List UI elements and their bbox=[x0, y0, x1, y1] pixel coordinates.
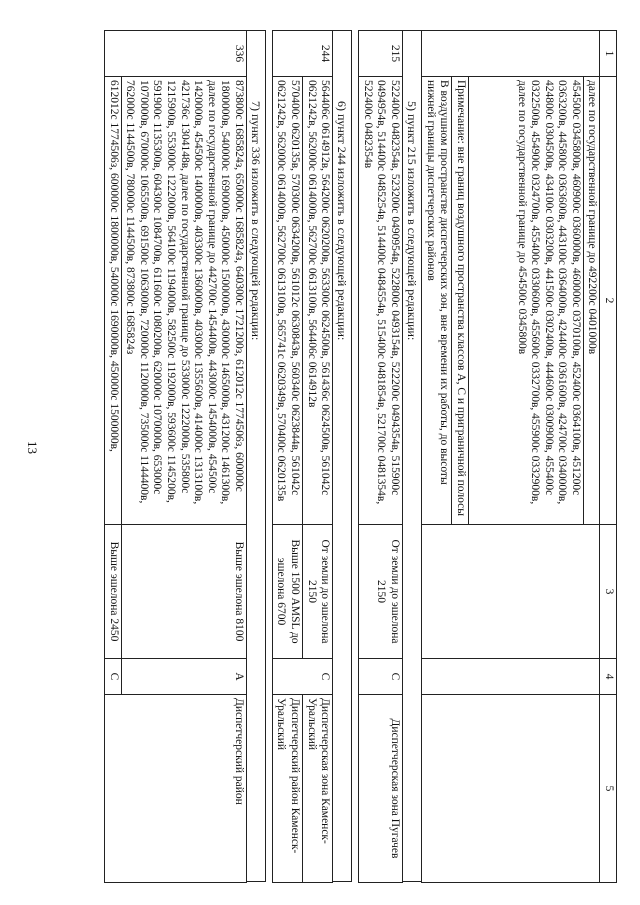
airspace-class: С bbox=[359, 659, 403, 695]
altitude-range: От земли до эшелона 2150 bbox=[303, 525, 333, 659]
table-header-row bbox=[600, 31, 617, 883]
airspace-class: С bbox=[272, 659, 332, 695]
item-number: 244 bbox=[272, 31, 332, 77]
section-6-table bbox=[272, 30, 333, 883]
border-continuation-text: далее по государственной границе до 492200с 0401000в bbox=[583, 77, 600, 525]
airspace-class: С bbox=[105, 659, 122, 695]
section-7-title: 7) пункт 336 изложить в следующей редакции: bbox=[247, 30, 266, 882]
table-row bbox=[272, 31, 302, 883]
section-5-table bbox=[358, 30, 403, 883]
header-col-5: 5 bbox=[600, 695, 617, 883]
coords-text: 570400с 0620135в, 570300с 0634200в, 561012с 0630843в, 560340с 0623844в, 561042с 0621242в, 562000с 0614000в, 562700с 0613100в, 565741с 0620349в, 570400с 0620135в bbox=[272, 77, 302, 525]
continuation-table bbox=[421, 30, 617, 883]
coords-text: 564406с 0614912в, 564200с 0620200в, 563300с 0624500в, 561436с 0624500в, 561042с 0621242в, 562000с 0614000в, 562700с 0613100в, 564406с 0614912в bbox=[303, 77, 333, 525]
table-row bbox=[303, 31, 333, 883]
airspace-class: А bbox=[121, 659, 246, 695]
header-col-4: 4 bbox=[600, 659, 617, 695]
table-row bbox=[121, 31, 246, 883]
table-row bbox=[583, 31, 600, 883]
zone-name: Диспетчерский район Каменск-Уральский bbox=[272, 695, 302, 883]
rotated-document bbox=[77, 30, 617, 882]
zone-name: Диспетчерская зона Каменск-Уральский bbox=[303, 695, 333, 883]
altitude-range: Выше 1500 AMSL до эшелона 6700 bbox=[272, 525, 302, 659]
page-number: 13 bbox=[25, 441, 40, 454]
coords-text: 612012с 1774506з, 600000с 1800000в, 540000с 1690000в, 450000с 1500000в, bbox=[105, 77, 122, 525]
empty-num-cell bbox=[422, 31, 600, 77]
section-6-title: 6) пункт 244 изложить в следующей редакции: bbox=[333, 30, 352, 882]
item-number: 215 bbox=[359, 31, 403, 77]
header-col-3: 3 bbox=[600, 525, 617, 659]
zone-name: Диспетчерская зона Пугачев bbox=[359, 695, 403, 883]
coords-text: 454500с 0345800в, 460900с 0360000в, 460000с 0370100в, 452400с 0364100в, 451200с 0363200в, 445800с 0363600в, 443100с 0364000в, 424400с 0361600в, 424700с 0340000в, 424800с 0304500в, 434100с 0303200в, 441500с 0302400в, 444600с 0300900в, 455400с 0322500в, 454900с 0324700в, 455400с 0330600в, 455600с 0332700в, 455900с 0332900в, далее по государственной границе до 454500с 0345800в bbox=[468, 77, 583, 525]
empty-cell bbox=[422, 525, 600, 659]
header-col-1: 1 bbox=[600, 31, 617, 77]
section-7-table bbox=[104, 30, 247, 883]
section-5-title: 5) пункт 215 изложить в следующей редакции: bbox=[403, 30, 421, 882]
altitude-range: Выше эшелона 8100 bbox=[121, 525, 246, 659]
item-number: 336 bbox=[105, 31, 247, 77]
note-text: Примечание: вне границ воздушного пространства классов А, С и приграничной полосы bbox=[452, 77, 469, 525]
empty-cell bbox=[422, 659, 600, 695]
coords-text: 873800с 1685824з, 650000с 1685824з, 640300с 1721200з, 612012с 1774506з, 600000с 1800000в, 540000с 1690000в, 450000с 1500000в, 430000с 1465000в, 431200с 1461300в, далее по государственной границе до 442700с 1454400в, 443000с 1454000в, 454500с 1420000в, 454500с 1400000в, 403300с 1360000в, 403000с 1355600в, 414000с 1313100в, 421736с 1304148в, далее по государственной границе до 533000с 1222000в, 535800с 1215900в, 553000с 1222000в, 564100с 1194000в, 582500с 1192000в, 593600с 1145200в, 591900с 1135300в, 604300с 1084700в, 611600с 1080200в, 620000с 1070000в, 653000с 1070000в, 670000с 1065500в, 691500с 1063000в, 720000с 1120000в, 735000с 1144400в, 762000с 1144500в, 780000с 1144500в, 873800с 1685824з bbox=[121, 77, 246, 525]
empty-cell bbox=[422, 695, 600, 883]
table-row bbox=[359, 31, 403, 883]
header-col-2: 2 bbox=[600, 77, 617, 525]
altitude-range: Выше эшелона 2450 bbox=[105, 525, 122, 659]
zone-name: Диспетчерский район bbox=[105, 695, 247, 883]
airspace-text: В воздушном пространстве диспетчерских зон, вне времени их работы, до высоты нижней границы диспетчерских районов bbox=[422, 77, 452, 525]
coords-text: 522400с 0482354в, 523200с 0490954в, 522800с 0493154в, 522200с 0494354в, 515900с 0494954в, 514400с 0485254в, 514400с 0484554в, 515400с 0481854в, 521700с 0481354в, 522400с 0482354в bbox=[359, 77, 403, 525]
altitude-range: От земли до эшелона 2150 bbox=[359, 525, 403, 659]
